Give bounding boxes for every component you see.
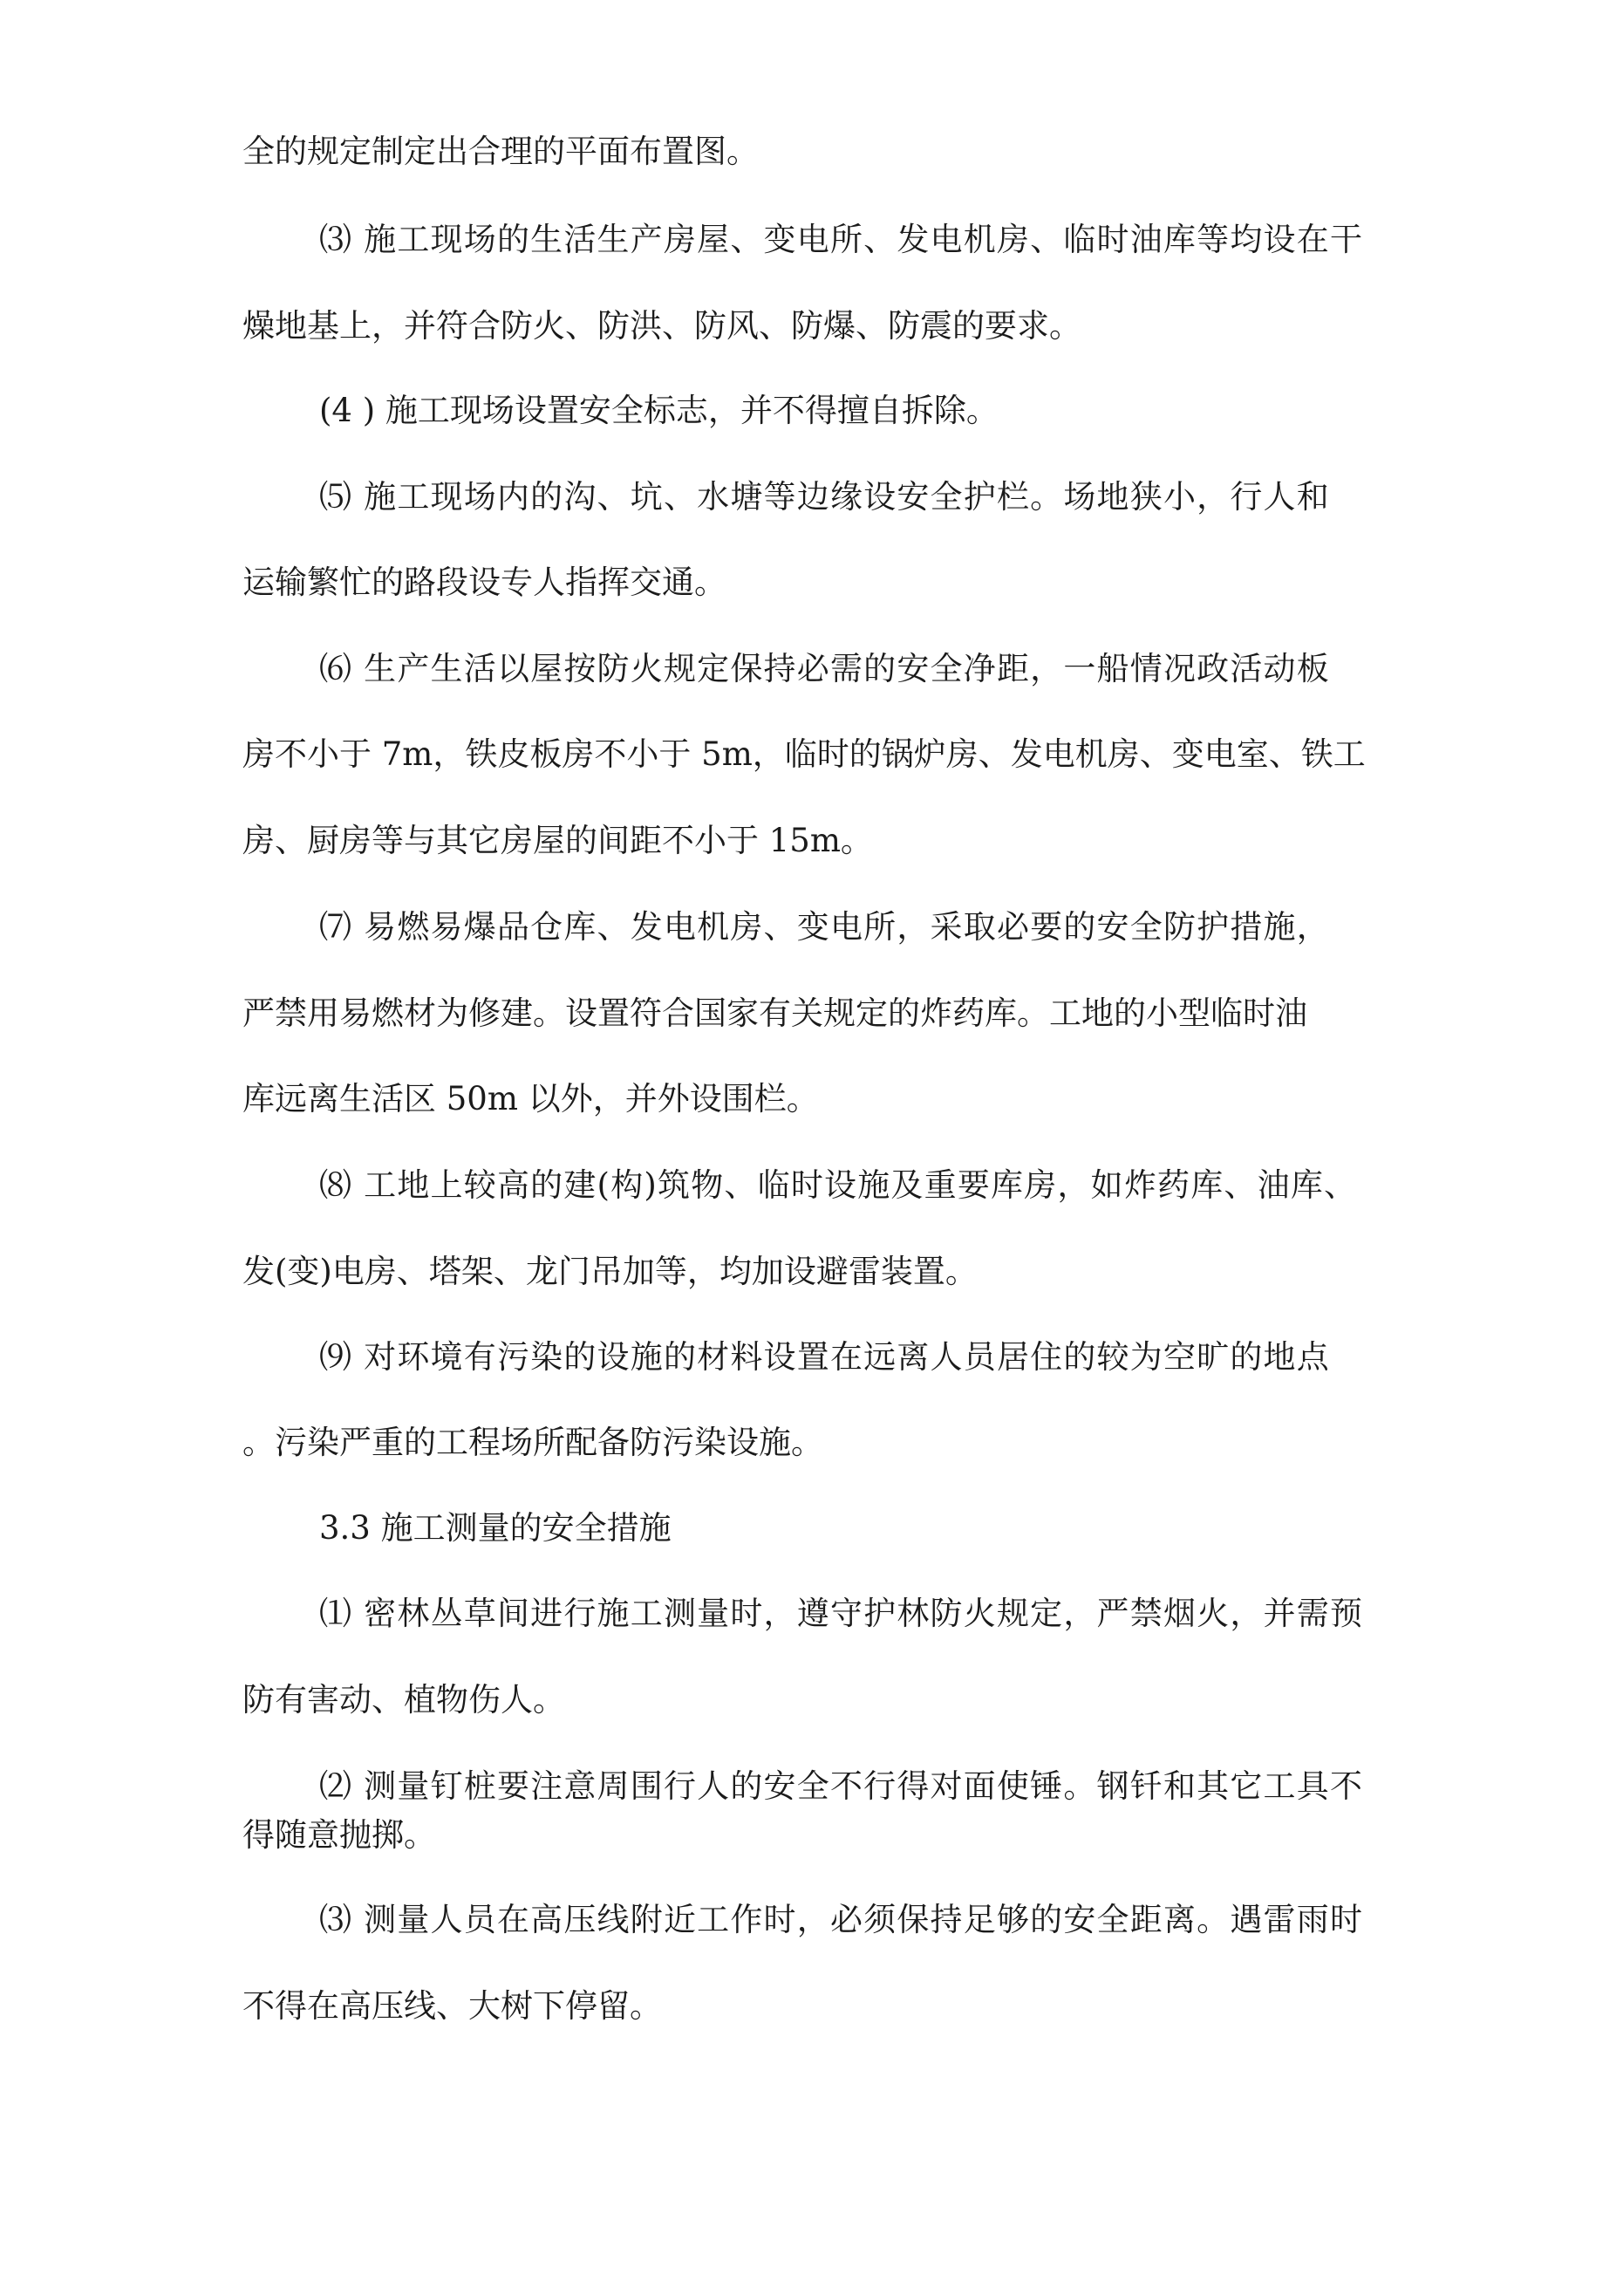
text-line: ⑶ 施工现场的生活生产房屋、变电所、发电机房、临时油库等均设在干 [319,221,1364,258]
text-line: 运输繁忙的路段设专人指挥交通。 [242,564,726,601]
text-line: 全的规定制定出合理的平面布置图。 [242,133,759,170]
text-line: 房不小于 7m，铁皮板房不小于 5m，临时的锅炉房、发电机房、变电室、铁工 [242,735,1366,773]
text-line: ⑸ 施工现场内的沟、坑、水塘等边缘设安全护栏。场地狭小，行人和 [319,478,1330,516]
text-line: ⑼ 对环境有污染的设施的材料设置在远离人员居住的较为空旷的地点 [319,1338,1330,1376]
text-line: 得随意抛掷。 [242,1816,436,1854]
text-line: 燥地基上，并符合防火、防洪、防风、防爆、防震的要求。 [242,307,1081,345]
text-line: ⑴ 密林丛草间进行施工测量时，遵守护林防火规定，严禁烟火，并需预 [319,1595,1364,1632]
text-line: 。污染严重的工程场所配备防污染设施。 [242,1424,823,1461]
text-line: 库远离生活区 50m 以外，并外设围栏。 [242,1080,819,1117]
text-line: 发(变)电房、塔架、龙门吊加等，均加设避雷装置。 [242,1253,978,1290]
text-line: 不得在高压线、大树下停留。 [242,1987,662,2025]
text-line: 严禁用易燃材为修建。设置符合国家有关规定的炸药库。工地的小型临时油 [242,994,1307,1032]
text-line: 房、厨房等与其它房屋的间距不小于 15m。 [242,822,873,859]
section-heading: 3.3 施工测量的安全措施 [319,1509,672,1547]
text-line: ⑶ 测量人员在高压线附近工作时，必须保持足够的安全距离。遇雷雨时 [319,1901,1364,1938]
text-line: ⑵ 测量钉桩要注意周围行人的安全不行得对面使锤。钢钎和其它工具不 [319,1767,1364,1805]
text-line: ⑺ 易燃易爆品仓库、发电机房、变电所，采取必要的安全防护措施， [319,908,1330,946]
text-line: (4 ) 施工现场设置安全标志，并不得擅自拆除。 [319,392,999,429]
text-line: 防有害动、植物伤人。 [242,1681,565,1719]
text-line: ⑻ 工地上较高的建(构)筑物、临时设施及重要库房，如炸药库、油库、 [319,1166,1358,1204]
text-line: ⑹ 生产生活以屋按防火规定保持必需的安全净距，一船情况政活动板 [319,650,1330,687]
